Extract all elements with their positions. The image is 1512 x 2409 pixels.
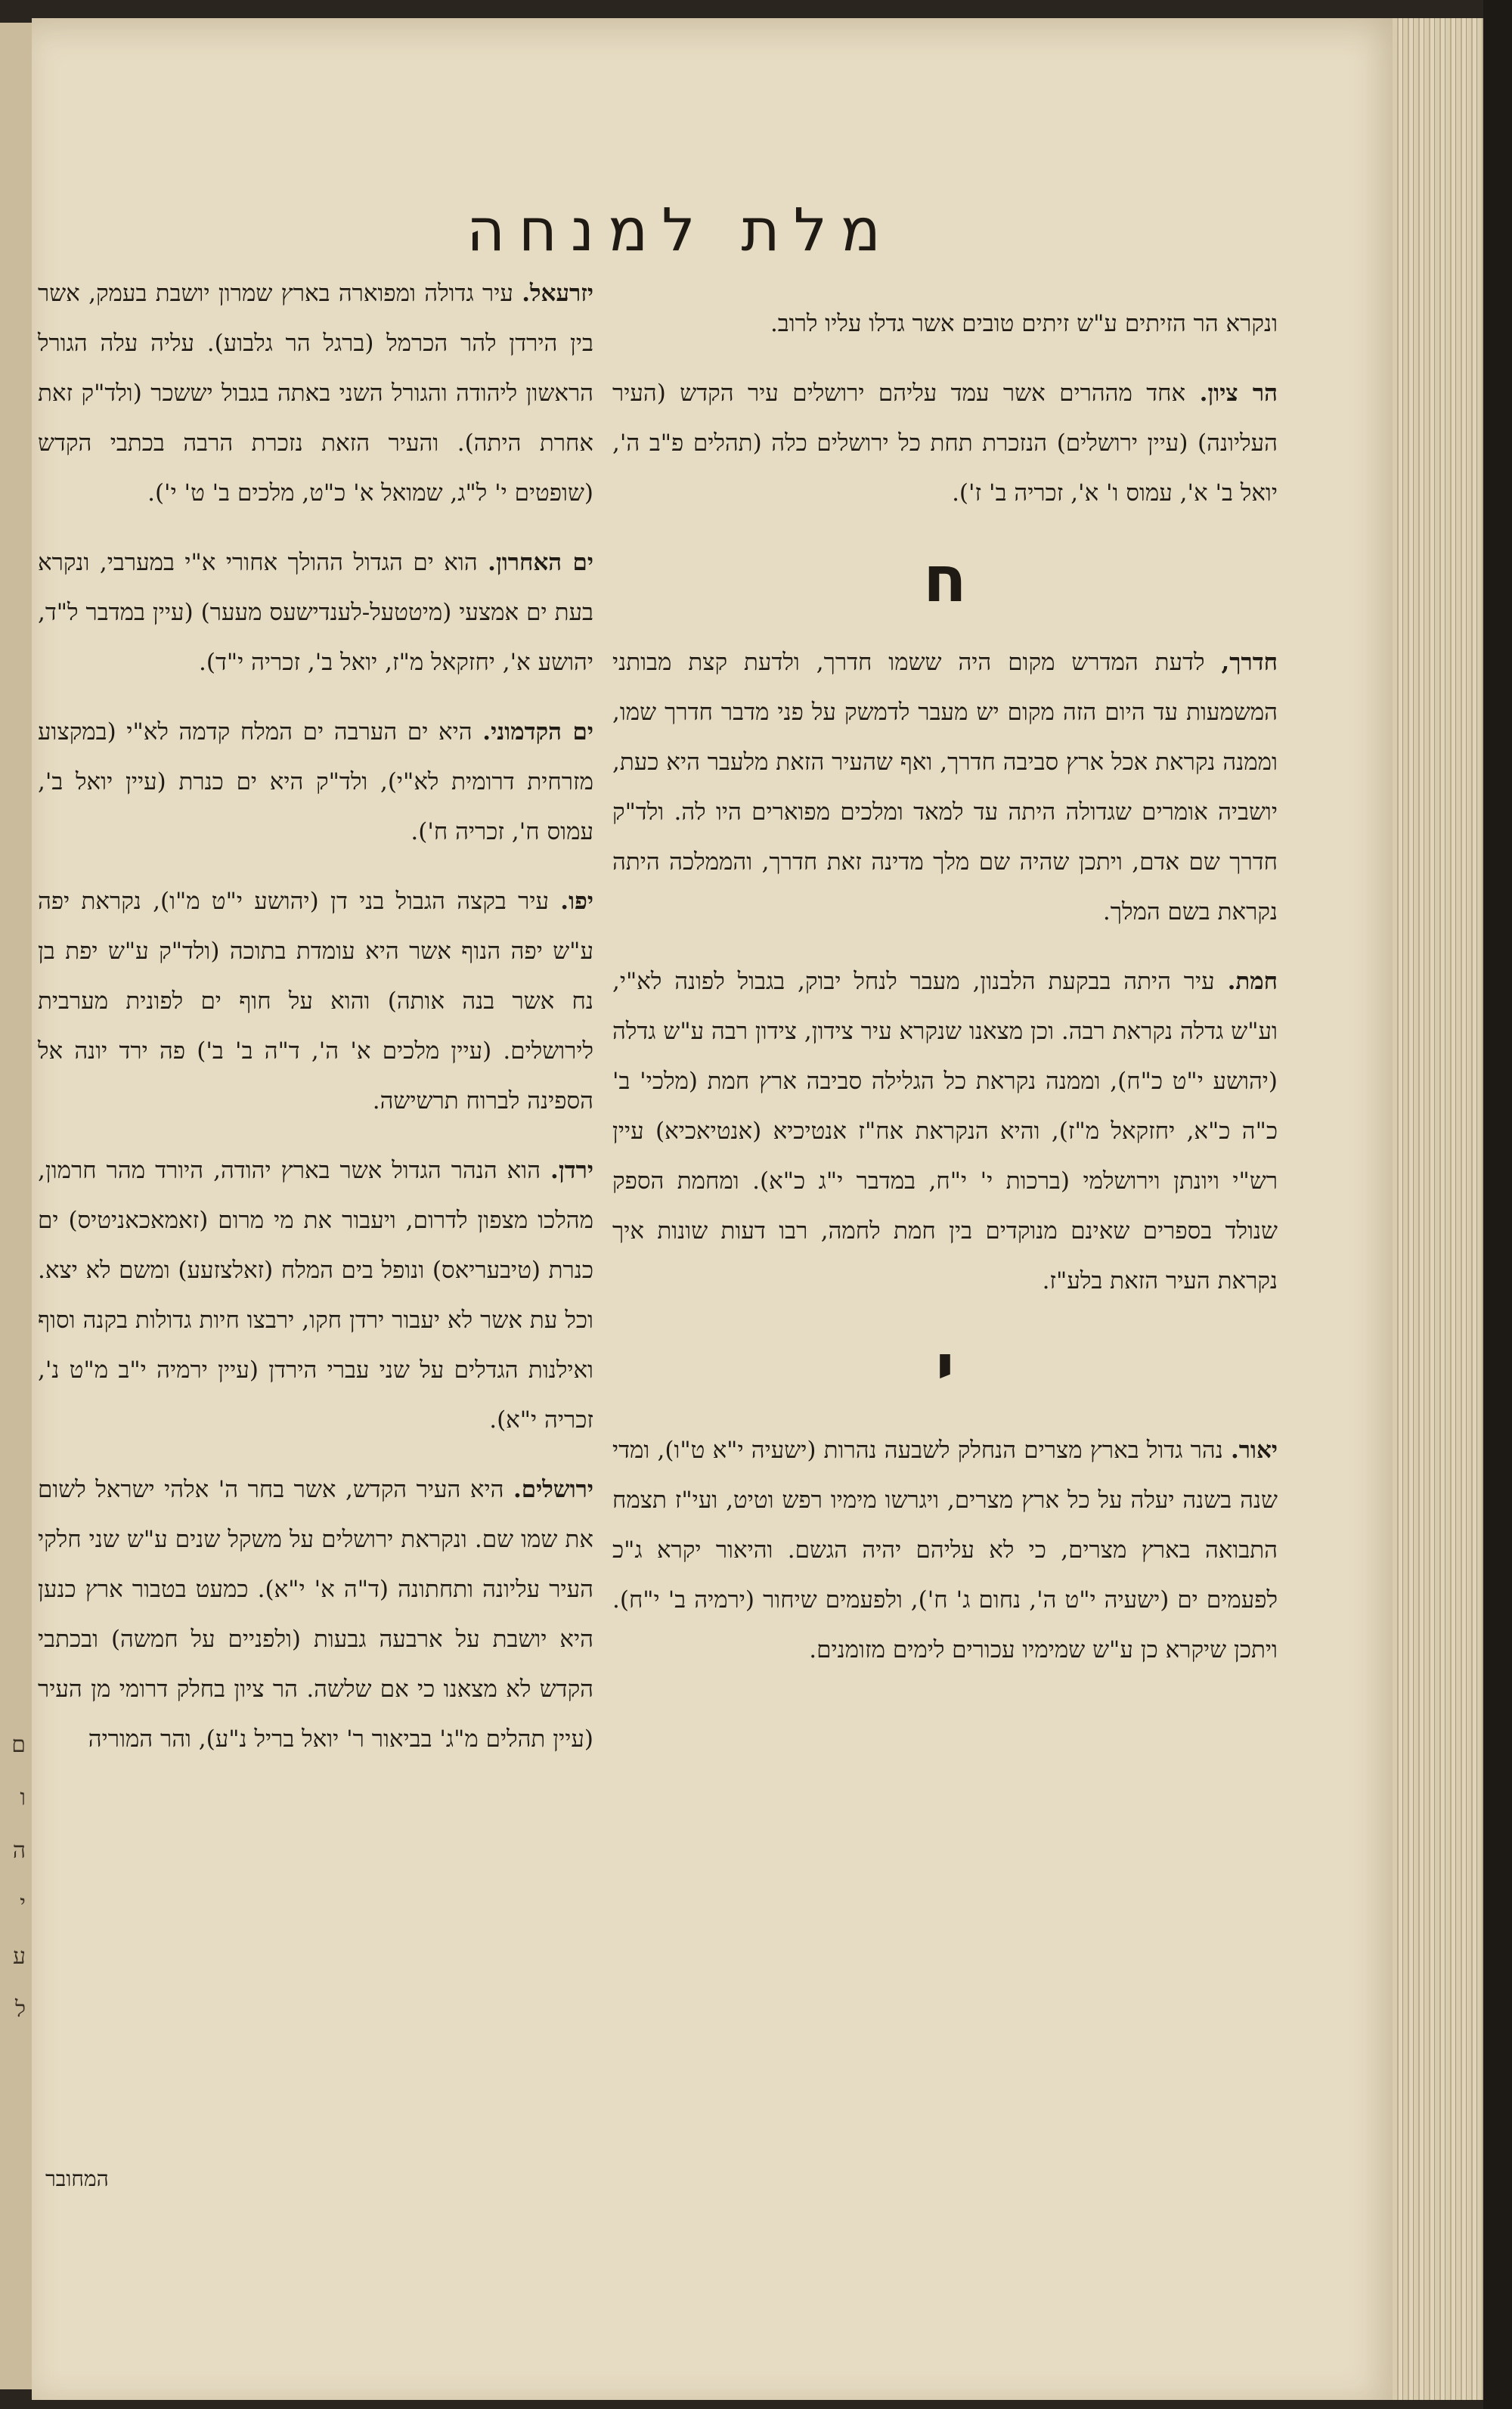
entry — [38, 268, 593, 518]
page-edges — [1393, 18, 1483, 2400]
entry — [38, 876, 593, 1126]
entry — [612, 956, 1278, 1306]
entry-title: ירושלים. — [513, 1476, 593, 1503]
left-column — [38, 268, 593, 1784]
page-fragment: ע — [13, 1943, 26, 1970]
entry — [612, 299, 1278, 349]
running-head: מלת למנחה — [466, 197, 894, 265]
catchword: המחובר — [45, 2166, 109, 2191]
entry-text: לדעת המדרש מקום היה ששמו חדרך, ולדעת קצת מבותני המשמעות עד היום הזה מקום יש מעבר לדמשק על פני מדבר חדרך שמו, וממנה נקראת אכל ארץ סביבה חדרך, ואף שהעיר הזאת מלעבר היא כעת, יושביה אומרים שגדולה היתה עד למאד ומלכים מפוארים היו לה. ולד"ק חדרך שם אדם, ויתכן שהיה שם מלך מדינה זאת חדרך, והממלכה היתה נקראת בשם המלך. — [612, 649, 1278, 925]
entry-title: הר ציון. — [1199, 380, 1278, 407]
entry-title: ים הקדמוני. — [482, 718, 594, 746]
entry-title: ים האחרון. — [488, 549, 594, 576]
entry-text: אחד מההרים אשר עמד עליהם ירושלים עיר הקדש (העיר העליונה) (עיין ירושלים) הנזכרת תחת כל ירושלים כלה (תהלים פ"ב ה', יואל ב' א', עמוס ו' א', זכריה ב' ז'). — [612, 380, 1278, 507]
entry-title: יפו. — [560, 888, 594, 915]
entry-text: עיר גדולה ומפוארה בארץ שמרון יושבת בעמק, אשר בין הירדן להר הכרמל (ברגל הר גלבוע). עליה עלה הגורל הראשון ליהודה והגורל השני באתה בגבול יששכר (ולד"ק זאת אחרת היתה). והעיר הזאת נזכרת הרבה בכתבי הקדש (שופטים י' ל"ג, שמואל א' כ"ט, מלכים ב' ט' י'). — [38, 280, 593, 507]
entry — [612, 368, 1278, 518]
entry-text: היא העיר הקדש, אשר בחר ה' אלהי ישראל לשום את שמו שם. ונקראת ירושלים על משקל שנים ע"ש שני חלקי העיר עליונה ותחתונה (ד"ה א' י"א). כמעט בטבור ארץ כנען היא יושבת על ארבעה גבעות (ולפניים על חמשה) ובכתבי הקדש לא מצאנו כי אם שלשה. הר ציון בחלק דרומי מן העיר (עיין תהלים מ"ג' בביאור ר' יואל בריל נ"ע), והר המוריה — [38, 1476, 593, 1753]
entry — [38, 1146, 593, 1445]
entry-text: ונקרא הר הזיתים ע"ש זיתים טובים אשר גדלו עליו לרוב. — [770, 310, 1278, 337]
entry-text: היא ים הערבה ים המלח קדמה לא"י (במקצוע מזרחית דרומית לא"י), ולד"ק היא ים כנרת (עיין יואל ב', עמוס ח', זכריה ח'). — [38, 718, 593, 845]
entry-title: יאור. — [1231, 1437, 1278, 1464]
right-column — [612, 299, 1278, 1694]
entry-text: נהר גדול בארץ מצרים הנחלק לשבעה נהרות (ישעיה י"א ט"ו), ומדי שנה בשנה יעלה על כל ארץ מצרים, ויגרשו מימיו רפש וטיט, ועי"ז תצמח התבואה בארץ מצרים, כי לא עליהם יהיה הגשם. והיאור יקרא ג"כ לפעמים ים (ישעיה י"ט ה', נחום ג' ח'), ולפעמים שיחור (ירמיה ב' י"ח). ויתכן שיקרא כן ע"ש שמימיו עכורים לימים מזומנים. — [612, 1437, 1278, 1663]
entry — [38, 538, 593, 687]
entry-title: חדרך, — [1221, 649, 1278, 676]
entry — [612, 637, 1278, 937]
section-letter-het: ח — [923, 542, 967, 616]
book-cover-edge — [1483, 0, 1512, 2409]
entry — [612, 1425, 1278, 1675]
page-fragment: ה — [12, 1837, 26, 1864]
page-fragment: ם — [11, 1732, 26, 1758]
entry-text: הוא הנהר הגדול אשר בארץ יהודה, היורד מהר חרמון, מהלכו מצפון לדרום, ויעבור את מי מרום (זאמאכאניטיס) ים כנרת (טיבעריאס) ונופל בים המלח (זאלצזעע) ומשם לא יצא. וכל עת אשר לא יעבור ירדן חקו, ירבצו חיות גדולות בקנה וסוף ואילנות הגדלים על שני עברי הירדן (עיין ירמיה י"ב מ"ט נ', זכריה י"א). — [38, 1157, 593, 1434]
entry — [38, 1465, 593, 1764]
page-fragment: ו — [20, 1784, 26, 1811]
page-fragment: י — [20, 1890, 26, 1917]
entry-title: ירדן. — [550, 1157, 593, 1184]
entry-title: יזרעאל. — [522, 280, 593, 307]
entry — [38, 707, 593, 857]
entry-text: הוא ים הגדול ההולך אחורי א"י במערבי, ונקרא בעת ים אמצעי (מיטטעל-לענדישעס מעער) (עיין במדבר ל"ד, יהושע א', יחזקאל מ"ז, יואל ב', זכריה י"ד). — [38, 549, 593, 676]
page-fragment: ל — [14, 1996, 26, 2023]
entry-text: עיר היתה בבקעת הלבנון, מעבר לנחל יבוק, בגבול לפונה לא"י, וע"ש גדלה נקראת רבה. וכן מצאנו שנקרא עיר צידון, צידון רבה ע"ש גדלה (יהושע י"ט כ"ח), וממנה נקראת כל הגלילה סביבה ארץ חמת (מלכי' ב' כ"ה כ"א, יחזקאל מ"ז), והיא הנקראת אח"ז אנטיכיא (אנטיאכיא) עיין רש"י ויונתן וירושלמי (ברכות י' י"ח, במדבר י"ג כ"א). ומחמת הספק שנולד בספרים שאינם מנוקדים בין חמת לחמה, רבו דעות שונות איך נקראת העיר הזאת בלע"ז. — [612, 968, 1278, 1294]
entry-text: עיר בקצה הגבול בני דן (יהושע י"ט מ"ו), נקראת יפה ע"ש יפה הנוף אשר היא עומדת בתוכה (ולד"ק ע"ש יפת בן נח אשר בנה אותה) והוא על חוף ים לפונית מערבית לירושלים. (עיין מלכים א' ה', ד"ה ב' ב') פה ירד יונה אל הספינה לברוח תרשישה. — [38, 888, 593, 1115]
previous-page-edge — [0, 23, 34, 2389]
section-letter-yod: י — [935, 1330, 955, 1404]
entry-title: חמת. — [1227, 968, 1278, 995]
